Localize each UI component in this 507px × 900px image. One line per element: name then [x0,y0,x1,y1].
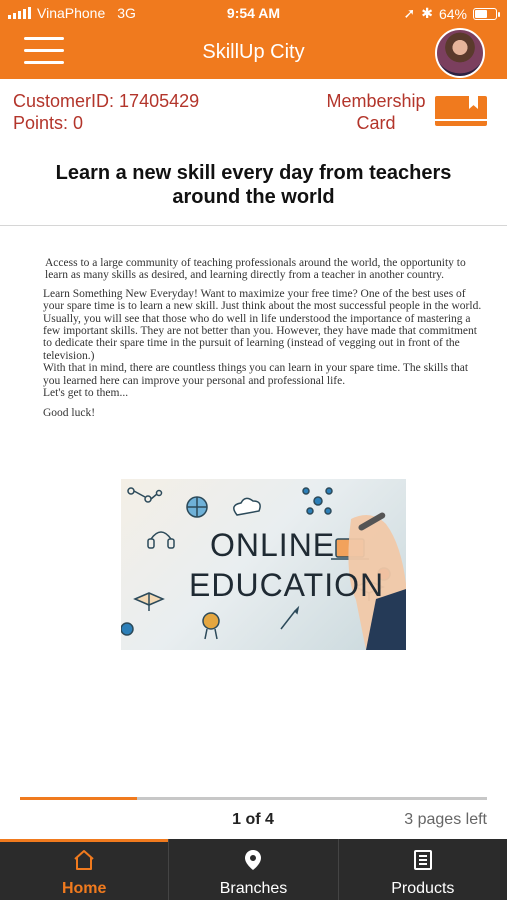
image-word-online: ONLINE [210,527,336,563]
pages-left: 3 pages left [404,811,487,828]
network-type: 3G [117,5,136,21]
customer-id-value: 17405429 [119,91,200,111]
tab-home[interactable] [0,839,168,900]
clock: 9:54 AM [226,5,281,21]
list-icon [411,848,435,872]
points-value: 0 [73,113,84,133]
membership-card-icon[interactable] [435,96,487,126]
membership-card-link[interactable] [316,90,436,134]
education-doodles [121,479,406,650]
page-progress-fill [20,797,137,800]
customer-id-label: CustomerID: [13,91,115,111]
online-education-image [121,479,406,650]
tab-products-label: Products [391,880,455,897]
user-avatar[interactable] [435,28,485,78]
divider [0,225,507,226]
tab-home-label: Home [61,880,107,897]
status-bar [0,0,507,27]
membership-label-line2: Card [356,113,396,133]
location-pin-icon [241,848,265,872]
article-paragraph: Learn Something New Everyday! Want to maximize your free time? One of the best uses of your spare time is to learn a new skill. Just think about the most successful people in the world. Usually, you will see that those who do well in life understood the importance of mastering a few important skills. They are not better than you. However, they have made that commitment to dedicate their spare time in the pursuit of learning (instead of vegging out in front of the television.) With that in mind, there are countless things you can learn in your spare time. The skills that you learned here can improve your personal and professional life. Let's get to them... [43,287,482,400]
page-headline: Learn a new skill every day from teachers around the world [55,162,452,208]
tab-branches[interactable] [168,839,337,900]
app-bar [0,27,507,79]
home-icon [72,848,96,872]
article-intro: Access to a large community of teaching professionals around the world, the opportunity to learn as many skills as desired, and learning directly from a teacher in another country. [45,257,466,282]
page-progress-track [20,797,487,800]
image-word-education: EDUCATION [189,567,385,603]
battery-fill [475,10,487,18]
bluetooth-icon: ✱ [421,5,433,21]
customer-info [13,90,199,134]
membership-label-line1: Membership [326,91,426,111]
page-counter: 1 of 4 [232,811,274,828]
carrier-name: VinaPhone [37,5,106,21]
article-body [43,257,483,426]
points-label: Points: [13,113,69,133]
header [0,0,507,79]
tab-branches-label: Branches [219,880,288,897]
battery-percent: 64% [438,5,467,22]
tab-products[interactable] [338,839,507,900]
location-arrow-icon: ➚ [403,5,416,21]
app-title: SkillUp City [202,41,305,63]
bottom-tab-bar [0,839,507,900]
battery-icon [473,8,497,20]
article-closing: Good luck! [43,407,96,420]
